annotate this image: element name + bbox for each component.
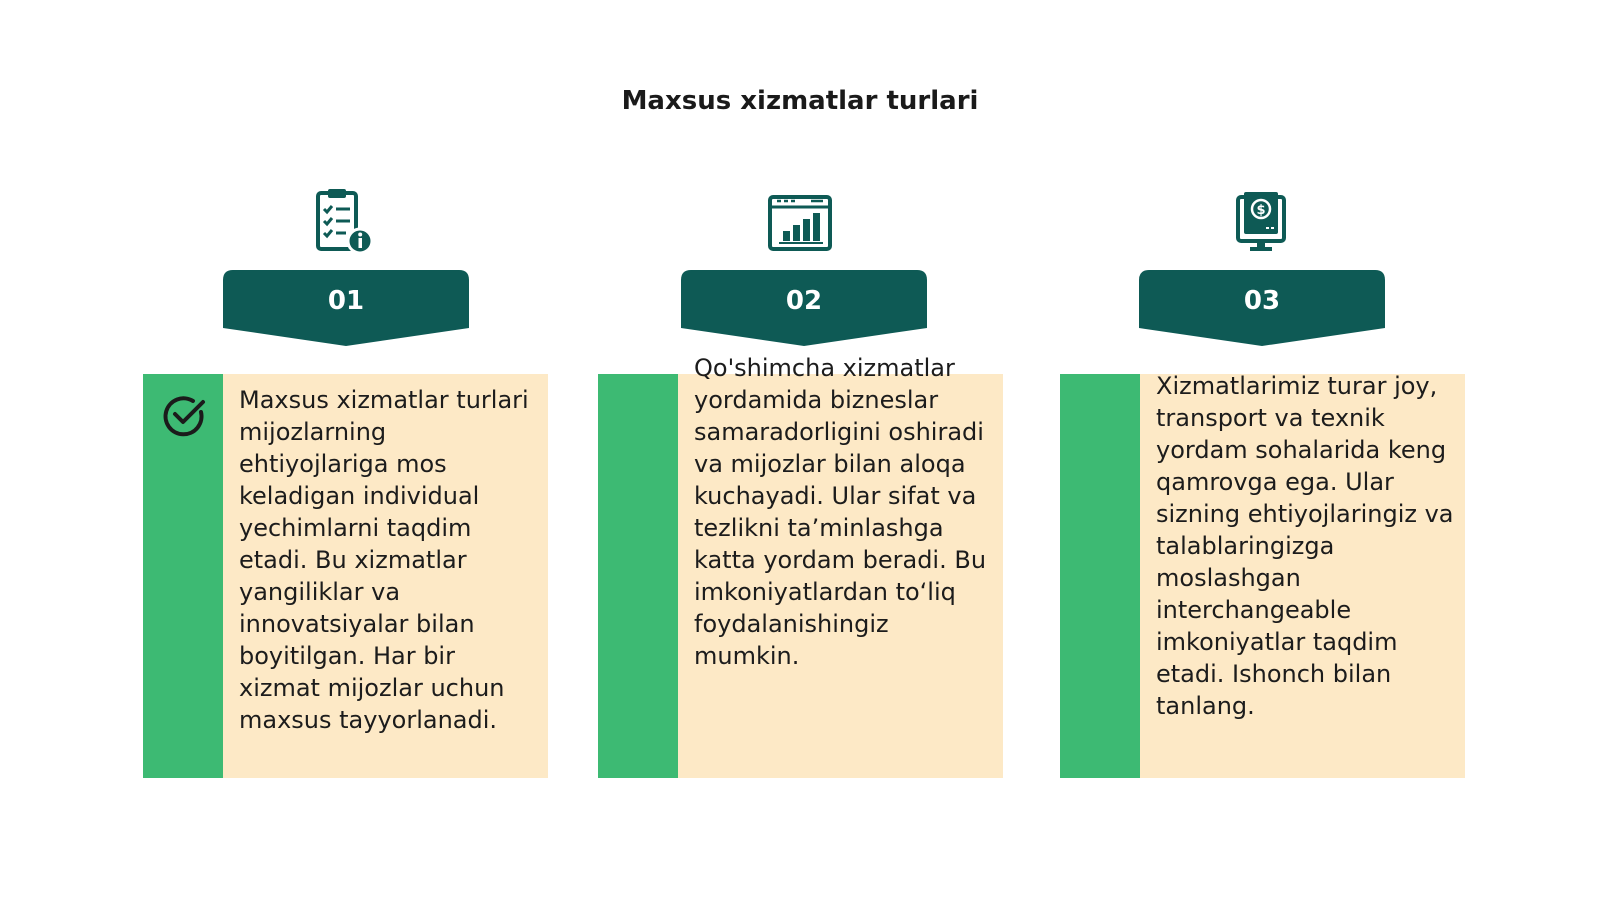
info-card-1 [143,374,548,778]
card-description: Qo'shimcha xizmatlar yordamida bizneslar samaradorligini oshiradi va mijozlar bilan aloqa kuchayadi. Ular sifat va tezlikni ta’minlashga katta yordam beradi. Bu imkoniyatlardan to‘liq foydalanishingiz mumkin. [694,354,987,670]
svg-text:$: $ [1256,203,1266,218]
step-number: 01 [327,286,365,316]
step-number: 02 [785,286,823,316]
card-accent-stripe [1060,374,1140,778]
step-number: 03 [1243,286,1281,316]
step-badge-1 [223,270,469,348]
step-badge-3 [1139,270,1385,348]
check-circle-icon [161,392,209,440]
card-accent-stripe [598,374,678,778]
info-card-3 [1060,374,1465,778]
browser-bar-chart-icon [764,186,836,258]
step-badge-2 [681,270,927,348]
monitor-dollar-icon [1225,186,1297,258]
page-title: Maxsus xizmatlar turlari [621,86,979,116]
card-description: Maxsus xizmatlar turlari mijozlarning ehtiyojlariga mos keladigan individual yechimlarni taqdim etadi. Bu xizmatlar yangiliklar va innovatsiyalar bilan boyitilgan. Har bir xizmat mijozlar uchun maxsus tayyorlanadi. [239,386,529,734]
info-card-2 [598,354,1003,778]
card-description: Xizmatlarimiz turar joy, transport va texnik yordam sohalarida keng qamrovga ega. Ular sizning ehtiyojlaringiz va talablaringizga moslashgan interchangeable imkoniyatlar taqdim etadi. Ishonch bilan tanlang. [1156,372,1454,720]
clipboard-checklist-info-icon [309,186,381,258]
